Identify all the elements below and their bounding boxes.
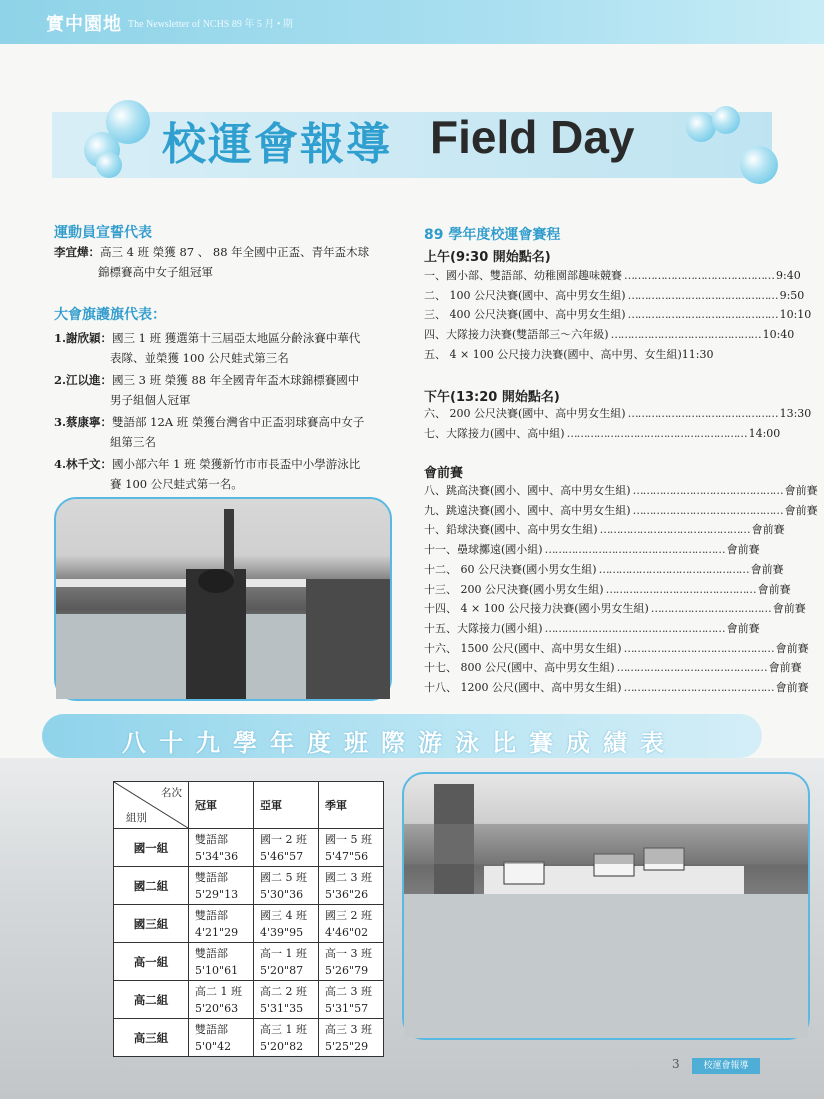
table-row [114,981,384,1019]
page-title-english: Field Day [430,111,635,163]
page-title-chinese: 校運會報導 [162,119,392,170]
schedule-row: 十八、 1200 公尺(國中、高中男女生組) ……………………………………… 會前賽 [424,681,809,695]
result-cell: 國三 4 班 4'39"95 [254,905,319,943]
flag-entry: 2.江以進：國三 3 班 榮獲 88 年全國青年盃木球錦標賽國中 [54,373,360,387]
flag-entry-cont: 男子組個人冠軍 [110,393,191,407]
swim-results-table [113,781,384,1057]
schedule-row: 十、鉛球決賽(國中、高中男女生組) ……………………………………… 會前賽 [424,523,785,537]
group-cell: 國三組 [114,905,189,943]
flag-heading: 大會旗護旗代表： [54,307,166,323]
swim-race-photo [402,772,810,1040]
oath-line: 錦標賽高中女子組冠軍 [98,265,213,279]
flag-entry-cont: 表隊、並榮獲 100 公尺蛙式第三名 [110,351,289,365]
result-cell: 國一 2 班 5'46"57 [254,829,319,867]
schedule-row: 二、 100 公尺決賽(國中、高中男女生組) ……………………………………… 9:50 [424,288,805,302]
schedule-row: 八、跳高決賽(國小、國中、高中男女生組) ……………………………………… 會前賽 [424,484,818,497]
schedule-row: 五、 4 × 100 公尺接力決賽(國中、高中男、女生組) 11:30 [424,347,714,361]
bubble-decoration [712,106,740,134]
group-cell: 國一組 [114,829,189,867]
newsletter-brand: 實中園地 [46,14,122,35]
result-cell: 雙語部 5'29"13 [189,867,254,905]
flag-entry-cont: 組第三名 [110,435,156,449]
header-bar [0,0,824,44]
schedule-row: 十七、 800 公尺(國中、高中男女生組) ……………………………………… 會前賽 [424,661,802,675]
afternoon-schedule [424,404,812,443]
schedule-row: 十六、 1500 公尺(國中、高中男女生組) ……………………………………… 會前賽 [424,641,809,655]
result-cell: 高三 1 班 5'20"82 [254,1019,319,1057]
result-cell: 高三 3 班 5'25"29 [319,1019,384,1057]
flag-entry: 4.林千文：國小部六年 1 班 榮獲新竹市市長盃中小學游泳比 [54,457,361,471]
flag-entry-cont: 賽 100 公尺蛙式第一名。 [110,477,243,491]
schedule-row: 十五、大隊接力(國小組) ……………………………………………… 會前賽 [424,621,760,635]
result-cell: 國三 2 班 4'46"02 [319,905,384,943]
column-header: 亞軍 [254,782,319,829]
result-cell: 國二 3 班 5'36"26 [319,867,384,905]
oath-heading: 運動員宣誓代表 [54,225,152,241]
schedule-row: 四、大隊接力決賽(雙語部三～六年級) ……………………………………… 10:40 [424,328,795,342]
schedule-row: 十二、 60 公尺決賽(國小男女生組) ……………………………………… 會前賽 [424,562,784,576]
newsletter-subtitle: The Newsletter of NCHS 89 年 5 月 • 期 [128,19,293,30]
photo-illustration [56,499,390,699]
group-cell: 高三組 [114,1019,189,1057]
flag-ceremony-photo [54,497,392,701]
table-header-row [114,782,384,829]
table-row [114,867,384,905]
group-cell: 高一組 [114,943,189,981]
morning-schedule [424,266,812,365]
result-cell: 高二 1 班 5'20"63 [189,981,254,1019]
result-cell: 雙語部 5'10"61 [189,943,254,981]
table-row [114,829,384,867]
result-cell: 雙語部 4'21"29 [189,905,254,943]
result-cell: 國二 5 班 5'30"36 [254,867,319,905]
schedule-row: 三、 400 公尺決賽(國中、高中男女生組) ……………………………………… 10:10 [424,308,812,322]
group-cell: 高二組 [114,981,189,1019]
schedule-row: 十四、 4 × 100 公尺接力決賽(國小男女生組) ……………………………… 會前賽 [424,602,806,616]
page-number: 3 [672,1057,680,1071]
result-cell: 雙語部 5'34"36 [189,829,254,867]
schedule-row: 九、跳遠決賽(國小、國中、高中男女生組) ……………………………………… 會前賽 [424,503,818,517]
table-row [114,905,384,943]
photo-illustration [404,774,808,1038]
bubble-decoration [96,152,122,178]
title-band [52,112,772,178]
corner-top-label: 名次 [161,787,182,799]
pre-heading: 會前賽 [424,466,464,481]
schedule-row: 七、大隊接力(國中、高中組) ……………………………………………… 14:00 [424,426,781,440]
banner-title: 八十九學年度班際游泳比賽成績表 [122,729,677,757]
schedule-row: 十一、壘球擲遠(國小組) ……………………………………………… 會前賽 [424,543,760,557]
oath-line: 李宜燁：高三 4 班 榮獲 87 、 88 年全國中正盃、青年盃木球 [54,245,370,259]
table-corner-cell [114,782,189,829]
footer-section-tag: 校運會報導 [692,1058,760,1074]
result-cell: 高二 2 班 5'31"35 [254,981,319,1019]
schedule-heading: 89 學年度校運會賽程 [424,227,561,243]
pre-schedule [424,481,818,698]
morning-heading: 上午(9:30 開始點名) [424,250,551,265]
group-cell: 國二組 [114,867,189,905]
column-header: 季軍 [319,782,384,829]
swim-results-banner [42,714,762,758]
table-row [114,943,384,981]
flag-entry: 1.謝欣穎：國三 1 班 獲選第十三屆亞太地區分齡泳賽中華代 [54,331,361,345]
bubble-decoration [740,146,778,184]
table-row [114,1019,384,1057]
result-cell: 高一 3 班 5'26"79 [319,943,384,981]
result-cell: 雙語部 5'0"42 [189,1019,254,1057]
schedule-row: 六、 200 公尺決賽(國中、高中男女生組) ……………………………………… 13:30 [424,407,812,420]
schedule-row: 一、國小部、雙語部、幼稚園部趣味競賽 ……………………………………… 9:40 [424,269,801,282]
result-cell: 高一 1 班 5'20"87 [254,943,319,981]
result-cell: 高二 3 班 5'31"57 [319,981,384,1019]
schedule-row: 十三、 200 公尺決賽(國小男女生組) ……………………………………… 會前賽 [424,582,791,596]
afternoon-heading: 下午(13:20 開始點名) [424,390,560,405]
flag-entry: 3.蔡康寧：雙語部 12A 班 榮獲台灣省中正盃羽球賽高中女子 [54,415,365,429]
result-cell: 國一 5 班 5'47"56 [319,829,384,867]
column-header: 冠軍 [189,782,254,829]
corner-bottom-label: 組別 [126,812,147,824]
